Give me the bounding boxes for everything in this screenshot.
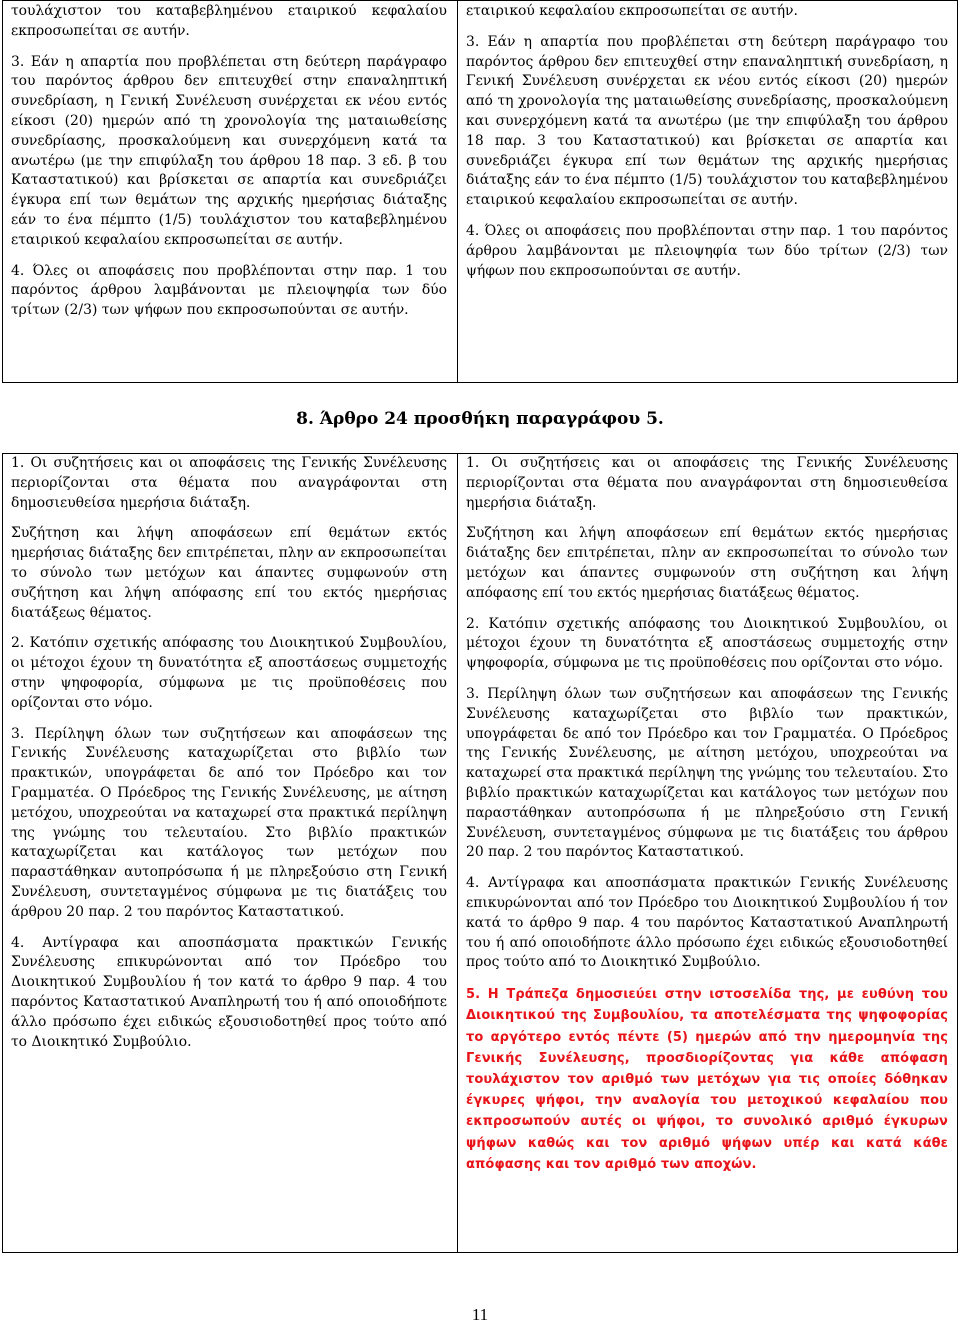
paragraph: 3. Εάν η απαρτία που προβλέπεται στη δεύτερη παράγραφο του παρόντος άρθρου δεν επιτευχθεί στην επαναληπτική συνεδρίαση, η Γενική Συνέλευση συνέρχεται εκ νέου εντός είκοσι (20) ημερών από τη χρονολογία της ματαιωθείσης συνεδρίασης, προσκαλούμενη και συνερχόμενη κατά τα ανωτέρω (με την επιφύλαξη του άρθρου 18 παρ. 3 του Καταστατικού) και βρίσκεται σε απαρτία και συνεδριάζει έγκυρα επί των θεμάτων της αρχικής ημερήσιας διάταξης εάν το ένα πέμπτο (1/5) τουλάχιστον του καταβεβλημένου εταιρικού κεφαλαίου εκπροσωπείται σε αυτήν. <box>466 33 948 209</box>
new-paragraph-5: 5. Η Τράπεζα δημοσιεύει στην ιστοσελίδα της, με ευθύνη του Διοικητικού της Συμβουλίου, τα αποτελέσματα της ψηφοφορίας το αργότερο εντός πέντε (5) ημερών από την ημερομηνία της Γενικής Συνέλευσης, προσδιορίζοντας για κάθε απόφαση τουλάχιστον τον αριθμό των μετόχων για τις οποίες δόθηκαν έγκυρες ψήφοι, την αναλογία του μετοχικού κεφαλαίου που εκπροσωπούν αυτές οι ψήφοι, το συνολικό αριθμό έγκυρων ψήφων καθώς και τον αριθμό ψήφων υπέρ και κατά κάθε απόφασης και τον αριθμό των αποχών. <box>466 987 948 1172</box>
paragraph: 3. Εάν η απαρτία που προβλέπεται στη δεύτερη παράγραφο του παρόντος άρθρου δεν επιτευχθεί στην επαναληπτική συνεδρίαση, η Γενική Συνέλευση συνέρχεται εκ νέου εντός είκοσι (20) ημερών από τη χρονολογία της ματαιωθείσης συνεδρίασης, προσκαλούμενη και συνερχόμενη κατά τα ανωτέρω (με την επιφύλαξη του άρθρου 18 παρ. 3 εδ. β του Καταστατικού) και βρίσκεται σε απαρτία και συνεδριάζει έγκυρα επί των θεμάτων της αρχικής ημερήσιας διάταξης εάν το ένα πέμπτο (1/5) τουλάχιστον του καταβεβλημένου εταιρικού κεφαλαίου εκπροσωπείται σε αυτήν. <box>11 53 447 248</box>
bottom-table-divider <box>457 453 458 1253</box>
paragraph: Συζήτηση και λήψη αποφάσεων επί θεμάτων εκτός ημερήσιας διάταξης δεν επιτρέπεται, πλην αν εκπροσωπείται το σύνολο των μετόχων και άπαντες συμφωνούν στη συζήτηση και λήψη απόφασης επί του εκτός ημερήσιας διατάξεως θέματος. <box>466 525 948 601</box>
top-left-column <box>11 2 447 332</box>
paragraph: 1. Οι συζητήσεις και οι αποφάσεις της Γενικής Συνέλευσης περιορίζονται στα θέματα που αναγράφονται στη δημοσιευθείσα ημερήσια διάταξη. <box>11 455 447 511</box>
paragraph: 3. Περίληψη όλων των συζητήσεων και αποφάσεων της Γενικής Συνέλευσης καταχωρίζεται στο βιβλίο των πρακτικών, υπογράφεται δε από τον Πρόεδρο και τον Γραμματέα. Ο Πρόεδρος της Γενικής Συνέλευσης, με αίτηση μετόχου, υποχρεούται να καταχωρεί στα πρακτικά περίληψη της γνώμης του τελευταίου. Στο βιβλίο πρακτικών καταχωρίζεται και κατάλογος των μετόχων που παραστάθηκαν αυτοπρόσωπα ή με πληρεξούσιο στη Γενική Συνέλευση, συντεταγμένος σύμφωνα με τις διατάξεις του άρθρου 20 παρ. 2 του παρόντος Καταστατικού. <box>466 685 948 861</box>
paragraph: 1. Οι συζητήσεις και οι αποφάσεις της Γενικής Συνέλευσης περιορίζονται στα θέματα που αναγράφονται στη δημοσιευθείσα ημερήσια διάταξη. <box>466 455 948 511</box>
paragraph: 4. Όλες οι αποφάσεις που προβλέπονται στην παρ. 1 του παρόντος άρθρου λαμβάνονται με πλειοψηφία των δύο τρίτων (2/3) των ψήφων που εκπροσωπούνται σε αυτήν. <box>466 222 948 279</box>
top-right-column <box>466 2 948 292</box>
paragraph: τουλάχιστον του καταβεβλημένου εταιρικού κεφαλαίου εκπροσωπείται σε αυτήν. <box>11 3 447 39</box>
paragraph: 2. Κατόπιν σχετικής απόφασης του Διοικητικού Συμβουλίου, οι μέτοχοι έχουν τη δυνατότητα εξ αποστάσεως συμμετοχής στην ψηφοφορία, σύμφωνα με τις προϋποθέσεις που ορίζονται στο νόμο. <box>466 615 948 672</box>
top-table-divider <box>457 0 458 383</box>
paragraph: εταιρικού κεφαλαίου εκπροσωπείται σε αυτήν. <box>466 3 798 19</box>
paragraph: Συζήτηση και λήψη αποφάσεων επί θεμάτων εκτός ημερήσιας διάταξης δεν επιτρέπεται, πλην αν εκπροσωπείται το σύνολο των μετόχων και άπαντες συμφωνούν στη συζήτηση και λήψη απόφασης επί του εκτός ημερήσιας διατάξεως θέματος. <box>11 525 447 621</box>
section-heading: 8. Άρθρο 24 προσθήκη παραγράφου 5. <box>296 409 664 429</box>
paragraph: 3. Περίληψη όλων των συζητήσεων και αποφάσεων της Γενικής Συνέλευσης καταχωρίζεται στο βιβλίο των πρακτικών, υπογράφεται δε από τον Πρόεδρο και τον Γραμματέα. Ο Πρόεδρος της Γενικής Συνέλευσης, με αίτηση μετόχου, υποχρεούται να καταχωρεί στα πρακτικά περίληψη της γνώμης του τελευταίου. Στο βιβλίο πρακτικών καταχωρίζεται και κατάλογος των μετόχων που παραστάθηκαν αυτοπρόσωπα ή με πληρεξούσιο στη Γενική Συνέλευση, συντεταγμένος σύμφωνα με τις διατάξεις του άρθρου 20 παρ. 2 του παρόντος Καταστατικού. <box>11 725 447 920</box>
paragraph: 2. Κατόπιν σχετικής απόφασης του Διοικητικού Συμβουλίου, οι μέτοχοι έχουν τη δυνατότητα εξ αποστάσεως συμμετοχής στην ψηφοφορία, σύμφωνα με τις προϋποθέσεις που ορίζονται στο νόμο. <box>11 635 447 711</box>
page-number: 11 <box>471 1305 489 1324</box>
paragraph: 4. Αντίγραφα και αποσπάσματα πρακτικών Γενικής Συνέλευσης επικυρώνονται από τον Πρόεδρο του Διοικητικού Συμβουλίου ή τον κατά το άρθρο 9 παρ. 4 του παρόντος Καταστατικού Αναπληρωτή του ή από οποιοδήποτε άλλο πρόσωπο έχει ειδικώς εξουσιοδοτηθεί προς τούτο από το Διοικητικό Συμβούλιο. <box>466 875 948 971</box>
bottom-right-column <box>466 454 948 1175</box>
paragraph: 4. Όλες οι αποφάσεις που προβλέπονται στην παρ. 1 του παρόντος άρθρου λαμβάνονται με πλειοψηφία των δύο τρίτων (2/3) των ψήφων που εκπροσωπούνται σε αυτήν. <box>11 262 447 319</box>
paragraph: 4. Αντίγραφα και αποσπάσματα πρακτικών Γενικής Συνέλευσης επικυρώνονται από τον Πρόεδρο του Διοικητικού Συμβουλίου ή τον κατά το άρθρο 9 παρ. 4 του παρόντος Καταστατικού Αναπληρωτή του ή από οποιοδήποτε άλλο πρόσωπο έχει ειδικώς εξουσιοδοτηθεί προς τούτο από το Διοικητικό Συμβούλιο. <box>11 934 447 1050</box>
bottom-left-column <box>11 454 447 1063</box>
